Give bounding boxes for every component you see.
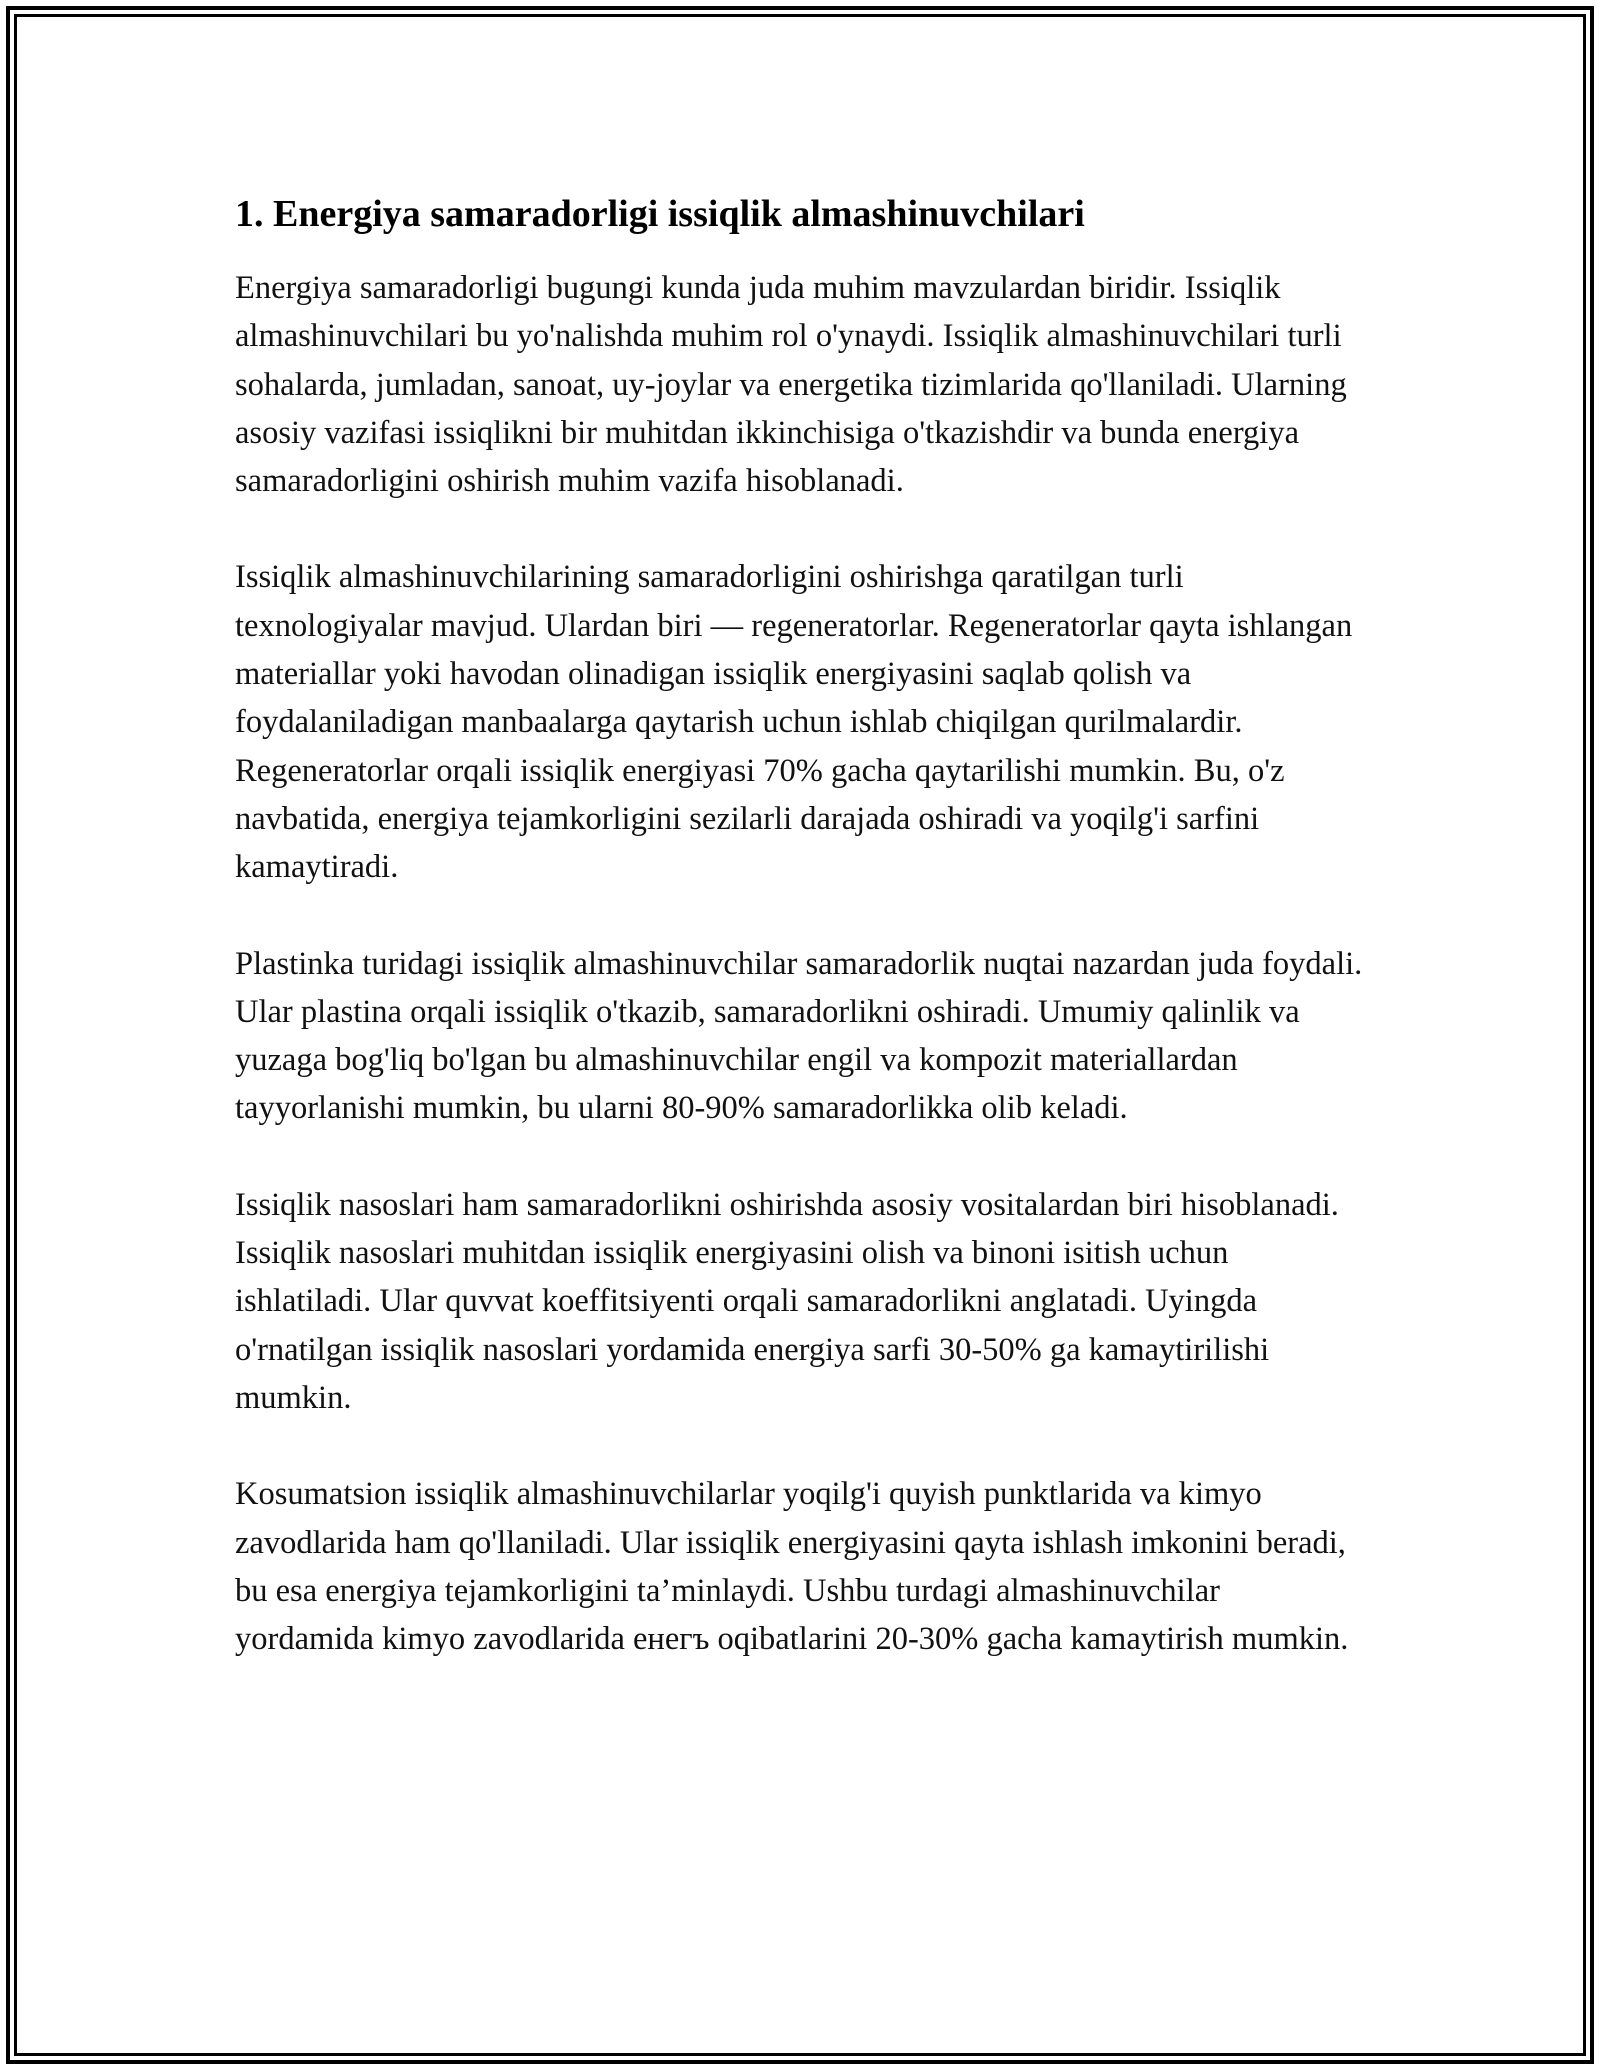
document-body [235, 186, 1365, 1711]
section-heading: 1. Energiya samaradorligi issiqlik almashinuvchilari [235, 193, 1085, 235]
paragraph-plate-exchangers: Plastinka turidagi issiqlik almashinuvchilar samaradorlik nuqtai nazardan juda foydali. Ular plastina orqali issiqlik o'tkazib, samaradorlikni oshiradi. Umumiy qalinlik va yuzaga bog'liq bo'lgan bu almashinuvchilar engil va kompozit materiallardan tayyorlanishi mumkin, bu ularni 80-90% samaradorlikka olib keladi. [235, 945, 1363, 1127]
paragraph-regenerators: Issiqlik almashinuvchilarining samaradorligini oshirishga qaratilgan turli texnologiyalar mavjud. Ulardan biri — regeneratorlar. Regeneratorlar qayta ishlangan materiallar yoki havodan olinadigan issiqlik energiyasini saqlab qolish va foydalaniladigan manbaalarga qaytarish uchun ishlab chiqilgan qurilmalardir. Regeneratorlar orqali issiqlik energiyasi 70% gacha qaytarilishi mumkin. Bu, o'z navbatida, energiya tejamkorligini sezilarli darajada oshiradi va yoqilg'i sarfini kamaytiradi. [235, 559, 1353, 886]
paragraph-intro: Energiya samaradorligi bugungi kunda juda muhim mavzulardan biridir. Issiqlik almashinuvchilari bu yo'nalishda muhim rol o'ynaydi. Issiqlik almashinuvchilari turli sohalarda, jumladan, sanoat, uy-joylar va energetika tizimlarida qo'llaniladi. Ularning asosiy vazifasi issiqlikni bir muhitdan ikkinchisiga o'tkazishdir va bunda energiya samaradorligini oshirish muhim vazifa hisoblanadi. [235, 270, 1347, 500]
paragraph-heat-pumps: Issiqlik nasoslari ham samaradorlikni oshirishda asosiy vositalardan biri hisoblanadi. Issiqlik nasoslari muhitdan issiqlik energiyasini olish va binoni isitish uchun ishlatiladi. Ular quvvat koeffitsiyenti orqali samaradorlikni anglatadi. Uyingda o'rnatilgan issiqlik nasoslari yordamida energiya sarfi 30-50% ga kamaytirilishi mumkin. [235, 1186, 1339, 1416]
paragraph-condensation-exchangers: Kosumatsion issiqlik almashinuvchilarlar yoqilg'i quyish punktlarida va kimyo zavodlarida ham qo'llaniladi. Ular issiqlik energiyasini qayta ishlash imkonini beradi, bu esa energiya tejamkorligini ta’minlaydi. Ushbu turdagi almashinuvchilar yordamida kimyo zavodlarida енегъ oqibatlarini 20-30% gacha kamaytirish mumkin. [235, 1476, 1349, 1658]
